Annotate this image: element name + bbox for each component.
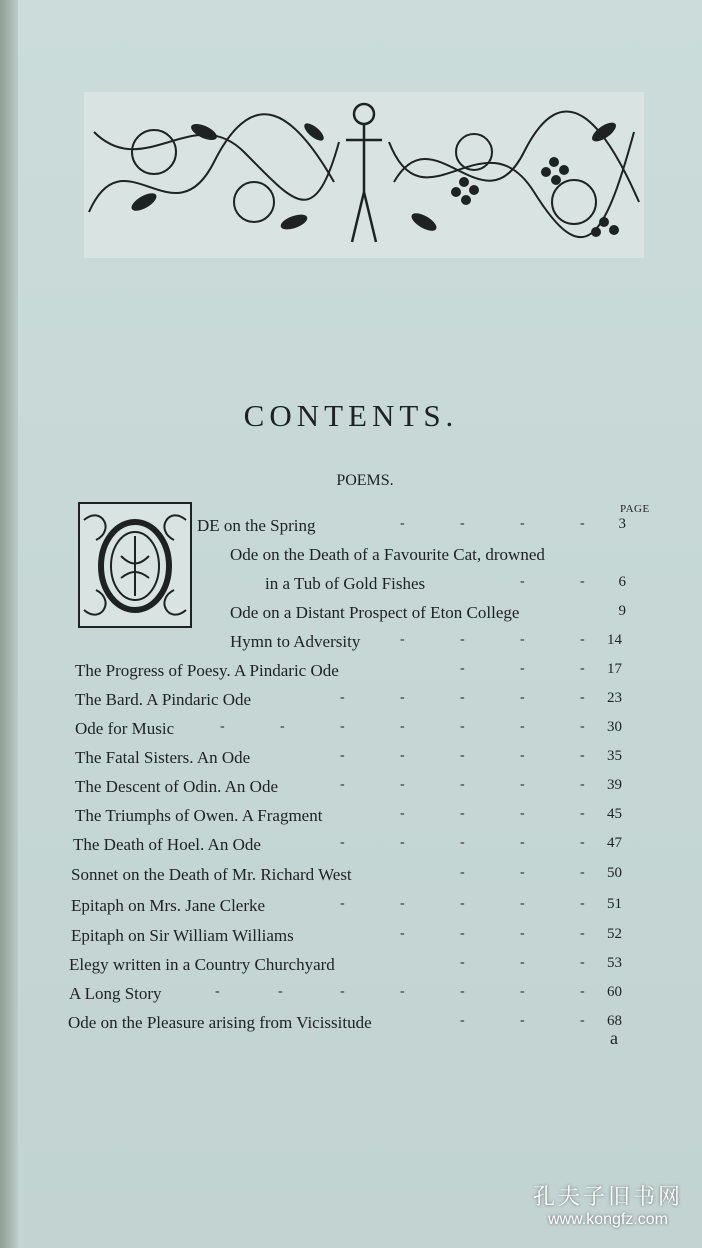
toc-entry-page: 68 <box>607 1013 622 1029</box>
leader-dash: - <box>460 661 465 676</box>
toc-entry-title: The Descent of Odin. An Ode <box>75 777 279 796</box>
leader-dash: - <box>520 1013 525 1028</box>
toc-entry-title: The Death of Hoel. An Ode <box>73 835 261 854</box>
signature-mark: a <box>610 1028 618 1048</box>
leader-dash: - <box>340 777 345 792</box>
leader-dash: - <box>580 984 585 999</box>
leader-dash: - <box>580 516 585 531</box>
toc-entry-title: Ode on the Death of a Favourite Cat, drowned <box>230 545 545 564</box>
leader-dash: - <box>520 955 525 970</box>
toc-entry <box>0 896 702 920</box>
toc-entry-page: 39 <box>607 777 622 793</box>
toc-entry-page: 14 <box>607 632 622 648</box>
leader-dash: - <box>215 984 220 999</box>
leader-dash: - <box>460 955 465 970</box>
leader-dash: - <box>460 865 465 880</box>
toc-entry-page: 52 <box>607 926 622 942</box>
leader-dash: - <box>278 984 283 999</box>
leader-dash: - <box>580 835 585 850</box>
leader-dash: - <box>400 984 405 999</box>
toc-entry-title: The Progress of Poesy. A Pindaric Ode <box>75 661 339 680</box>
toc-entry-title: Ode on a Distant Prospect of Eton College <box>230 603 520 622</box>
section-heading: POEMS. <box>336 472 394 489</box>
contents-heading: CONTENTS. <box>243 398 459 433</box>
leader-dash: - <box>340 984 345 999</box>
leader-dash: - <box>340 690 345 705</box>
leader-dash: - <box>520 748 525 763</box>
leader-dash: - <box>520 574 525 589</box>
toc-entry-title: Elegy written in a Country Churchyard <box>69 955 335 974</box>
leader-dash: - <box>520 806 525 821</box>
toc-entry-title: The Bard. A Pindaric Ode <box>75 690 252 709</box>
leader-dash: - <box>460 984 465 999</box>
page-column-header: PAGE <box>620 503 650 515</box>
leader-dash: - <box>580 632 585 647</box>
leader-dash: - <box>400 806 405 821</box>
toc-entry <box>0 516 702 540</box>
toc-entry <box>0 777 702 801</box>
leader-dash: - <box>460 719 465 734</box>
leader-dash: - <box>400 516 405 531</box>
ornamental-headpiece <box>84 92 644 258</box>
leader-dash: - <box>400 896 405 911</box>
leader-dash: - <box>520 632 525 647</box>
leader-dash: - <box>580 896 585 911</box>
toc-entry <box>0 1013 702 1037</box>
leader-dash: - <box>580 955 585 970</box>
watermark-title: 孔夫子旧书网 <box>532 1185 683 1210</box>
leader-dash: - <box>580 574 585 589</box>
leader-dash: - <box>580 806 585 821</box>
leader-dash: - <box>520 835 525 850</box>
leader-dash: - <box>220 719 225 734</box>
toc-entry <box>0 574 702 598</box>
leader-dash: - <box>340 835 345 850</box>
toc-entry-title: Ode for Music <box>75 719 175 738</box>
leader-dash: - <box>460 896 465 911</box>
toc-entry <box>0 984 702 1008</box>
toc-entry-title: Hymn to Adversity <box>230 632 361 651</box>
leader-dash: - <box>580 661 585 676</box>
leader-dash: - <box>460 777 465 792</box>
toc-entry <box>0 690 702 714</box>
toc-entry <box>0 748 702 772</box>
leader-dash: - <box>580 1013 585 1028</box>
toc-entry-page: 45 <box>607 806 622 822</box>
toc-entry-title: A Long Story <box>69 984 162 1003</box>
leader-dash: - <box>520 865 525 880</box>
leader-dash: - <box>400 777 405 792</box>
toc-entry <box>0 603 702 627</box>
toc-entry-page: 35 <box>607 748 622 764</box>
toc-entry-page: 50 <box>607 865 622 881</box>
leader-dash: - <box>460 926 465 941</box>
leader-dash: - <box>580 748 585 763</box>
leader-dash: - <box>520 926 525 941</box>
leader-dash: - <box>400 719 405 734</box>
toc-entry <box>0 926 702 950</box>
toc-entry-page: 23 <box>607 690 622 706</box>
toc-entry-title: The Fatal Sisters. An Ode <box>75 748 251 767</box>
toc-entry-page: 60 <box>607 984 622 1000</box>
watermark-url: www.kongfz.com <box>547 1211 669 1228</box>
leader-dash: - <box>400 632 405 647</box>
leader-dash: - <box>340 896 345 911</box>
leader-dash: - <box>400 835 405 850</box>
leader-dash: - <box>580 926 585 941</box>
leader-dash: - <box>460 690 465 705</box>
toc-entry <box>0 835 702 859</box>
leader-dash: - <box>460 748 465 763</box>
leader-dash: - <box>460 1013 465 1028</box>
toc-entry <box>0 865 702 889</box>
leader-dash: - <box>340 748 345 763</box>
toc-entry <box>0 661 702 685</box>
toc-entry-title: DE on the Spring <box>197 516 316 535</box>
leader-dash: - <box>520 777 525 792</box>
watermark <box>528 1180 688 1229</box>
leader-dash: - <box>580 865 585 880</box>
toc-entry-page: 3 <box>618 516 626 532</box>
leader-dash: - <box>400 926 405 941</box>
leader-dash: - <box>580 690 585 705</box>
leader-dash: - <box>400 748 405 763</box>
leader-dash: - <box>280 719 285 734</box>
toc-entry-page: 47 <box>607 835 622 851</box>
leader-dash: - <box>520 896 525 911</box>
toc-entry-title: Epitaph on Sir William Williams <box>71 926 294 945</box>
leader-dash: - <box>460 806 465 821</box>
leader-dash: - <box>520 984 525 999</box>
leader-dash: - <box>460 516 465 531</box>
leader-dash: - <box>460 632 465 647</box>
toc-entry-page: 53 <box>607 955 622 971</box>
leader-dash: - <box>400 690 405 705</box>
toc-entry-page: 17 <box>607 661 622 677</box>
toc-entry-title: The Triumphs of Owen. A Fragment <box>75 806 323 825</box>
leader-dash: - <box>520 516 525 531</box>
toc-entry-title: Sonnet on the Death of Mr. Richard West <box>71 865 352 884</box>
toc-entry-title: Epitaph on Mrs. Jane Clerke <box>71 896 266 915</box>
leader-dash: - <box>520 719 525 734</box>
leader-dash: - <box>460 835 465 850</box>
toc-entry-title: in a Tub of Gold Fishes <box>265 574 426 593</box>
toc-entry <box>0 545 702 569</box>
toc-entry <box>0 955 702 979</box>
leader-dash: - <box>580 777 585 792</box>
toc-entry <box>0 719 702 743</box>
leader-dash: - <box>520 690 525 705</box>
toc-entry <box>0 632 702 656</box>
leader-dash: - <box>520 661 525 676</box>
leader-dash: - <box>580 719 585 734</box>
leader-dash: - <box>340 719 345 734</box>
toc-entry-title: Ode on the Pleasure arising from Vicissitude <box>68 1013 372 1032</box>
toc-entry-page: 30 <box>607 719 622 735</box>
toc-entry-page: 9 <box>618 603 626 619</box>
toc-entry-page: 6 <box>618 574 626 590</box>
toc-entry-page: 51 <box>607 896 622 912</box>
toc-entry <box>0 806 702 830</box>
